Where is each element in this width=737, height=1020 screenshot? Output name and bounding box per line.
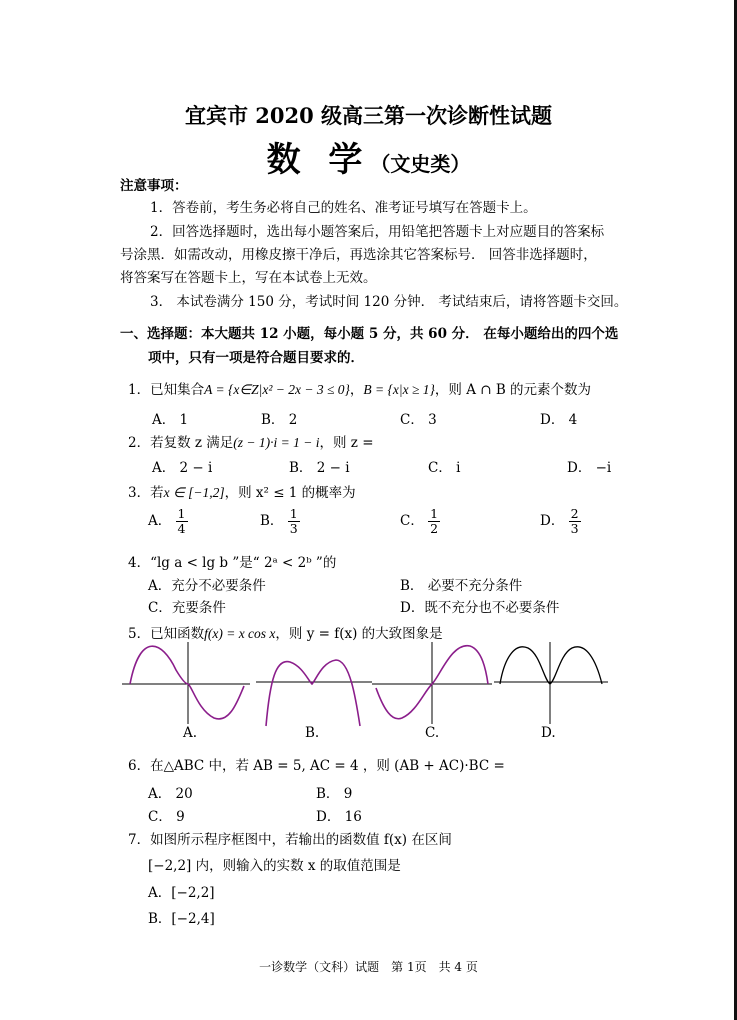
question-stem: 2．若复数 z 满足 (128, 435, 234, 451)
numerator: 1 (289, 506, 298, 521)
option-label: C． (400, 513, 424, 529)
option-d[interactable]: D． 16 (316, 809, 362, 825)
option-d[interactable]: D．既不充分也不必要条件 (400, 600, 560, 616)
set-a: A = {x∈Z|x² − 2x − 3 ≤ 0} (204, 382, 350, 397)
fraction (288, 507, 300, 536)
notice-line: 号涂黑．如需改动，用橡皮擦干净后，再选涂其它答案标号． 回答非选择题时， (120, 247, 597, 263)
subject-category: （文史类） (370, 152, 471, 176)
numerator: 2 (570, 506, 579, 521)
question-tail: ，则 z = (319, 435, 374, 451)
fraction (176, 507, 188, 536)
option-a[interactable]: A．充分不必要条件 (148, 578, 266, 594)
section-heading-cont: 项中，只有一项是符合题目要求的． (148, 350, 364, 366)
option-c[interactable]: C．充要条件 (148, 600, 226, 616)
set-b: B = {x|x ≥ 1} (363, 382, 435, 397)
interval: x ∈ [−1,2] (163, 485, 225, 500)
question-5 (128, 622, 443, 642)
notice-line: 3． 本试卷满分 150 分，考试时间 120 分钟． 考试结束后，请将答题卡交回。 (150, 294, 628, 310)
numerator: 1 (177, 506, 186, 521)
option-a[interactable]: A． 20 (148, 786, 193, 802)
notice-line: 1．答卷前，考生务必将自己的姓名、准考证号填写在答题卡上。 (150, 200, 537, 216)
question-2 (128, 431, 374, 451)
option-label: B． (260, 513, 284, 529)
notice-heading: 注意事项： (120, 178, 188, 194)
fraction (428, 507, 440, 536)
question-tail: ，则 A ∩ B 的元素个数为 (434, 382, 592, 398)
option-label: D． (540, 513, 565, 529)
question-stem: 5．已知函数 (128, 626, 205, 642)
graph-b (256, 640, 372, 730)
curve (266, 660, 360, 726)
notice-line: 2．回答选择题时，选出每小题答案后，用铅笔把答题卡上对应题目的答案标 (150, 224, 605, 240)
graph-a (122, 640, 250, 726)
question-tail: ，则 x² ≤ 1 的概率为 (224, 485, 356, 501)
question-7-cont: [−2,2] 内，则输入的实数 x 的取值范围是 (148, 858, 401, 874)
question-6: 6．在△ABC 中，若 AB = 5, AC = 4 ，则 (AB + AC)·BC = (128, 758, 505, 774)
option-b[interactable]: B. (305, 725, 320, 741)
notice-line: 将答案写在答题卡上，写在本试卷上无效。 (120, 270, 377, 286)
question-1: 1．已知集合A = {x∈Z|x² − 2x − 3 ≤ 0}，B = {x|x ≥ 1}，则 A ∩ B 的元素个数为 (128, 382, 592, 398)
equation: (z − 1)·i = 1 − i (233, 435, 320, 450)
question-stem: 3．若 (128, 485, 164, 501)
denominator: 3 (570, 521, 579, 536)
option-d[interactable]: D. (541, 725, 556, 741)
option-label: A． (148, 513, 172, 529)
option-c[interactable]: C. (425, 725, 440, 741)
question-3 (128, 481, 356, 501)
option-c[interactable] (400, 507, 440, 536)
exam-title: 宜宾市 2020 级高三第一次诊断性试题 (184, 103, 553, 128)
option-c[interactable]: C． 9 (148, 809, 185, 825)
numerator: 1 (430, 506, 439, 521)
option-a[interactable]: A． 1 (152, 412, 189, 428)
page-footer: 一诊数学（文科）试题 第 1页 共 4 页 (259, 960, 478, 974)
option-b[interactable] (260, 507, 300, 536)
curve (500, 647, 602, 684)
question-tail: ，则 y = f(x) 的大致图象是 (275, 626, 443, 642)
question-4: 4．“lg a < lg b ”是“ 2ᵃ < 2ᵇ ”的 (128, 555, 337, 571)
option-d[interactable] (540, 507, 581, 536)
option-c[interactable]: C． i (428, 460, 461, 476)
option-a[interactable]: A. (183, 725, 198, 741)
graph-d (494, 640, 608, 726)
option-b[interactable]: B． 2 (261, 412, 298, 428)
curve (130, 646, 244, 719)
option-a[interactable]: A． 2 − i (152, 460, 213, 476)
question-7: 7．如图所示程序框图中，若输出的函数值 f(x) 在区间 (128, 832, 452, 848)
option-d[interactable]: D． 4 (540, 412, 578, 428)
section-heading: 一、选择题：本大题共 12 小题，每小题 5 分，共 60 分． 在每小题给出的四个选 (120, 326, 619, 342)
option-b[interactable]: B． 9 (316, 786, 353, 802)
option-b[interactable]: B．[−2,4] (148, 911, 215, 927)
option-a[interactable] (148, 507, 188, 536)
denominator: 2 (430, 521, 439, 536)
option-d[interactable]: D． −i (567, 460, 612, 476)
graph-c (372, 640, 492, 726)
denominator: 4 (177, 521, 186, 536)
option-b[interactable]: B． 2 − i (289, 460, 350, 476)
option-b[interactable]: B． 必要不充分条件 (400, 578, 523, 594)
question-stem: 1．已知集合 (128, 382, 205, 398)
fraction (569, 507, 581, 536)
denominator: 3 (289, 521, 298, 536)
function-def: f(x) = x cos x (204, 626, 276, 641)
option-a[interactable]: A．[−2,2] (148, 885, 215, 901)
option-c[interactable]: C． 3 (400, 412, 437, 428)
subject-heading (0, 132, 737, 181)
subject-name: 数 学 (266, 140, 371, 180)
